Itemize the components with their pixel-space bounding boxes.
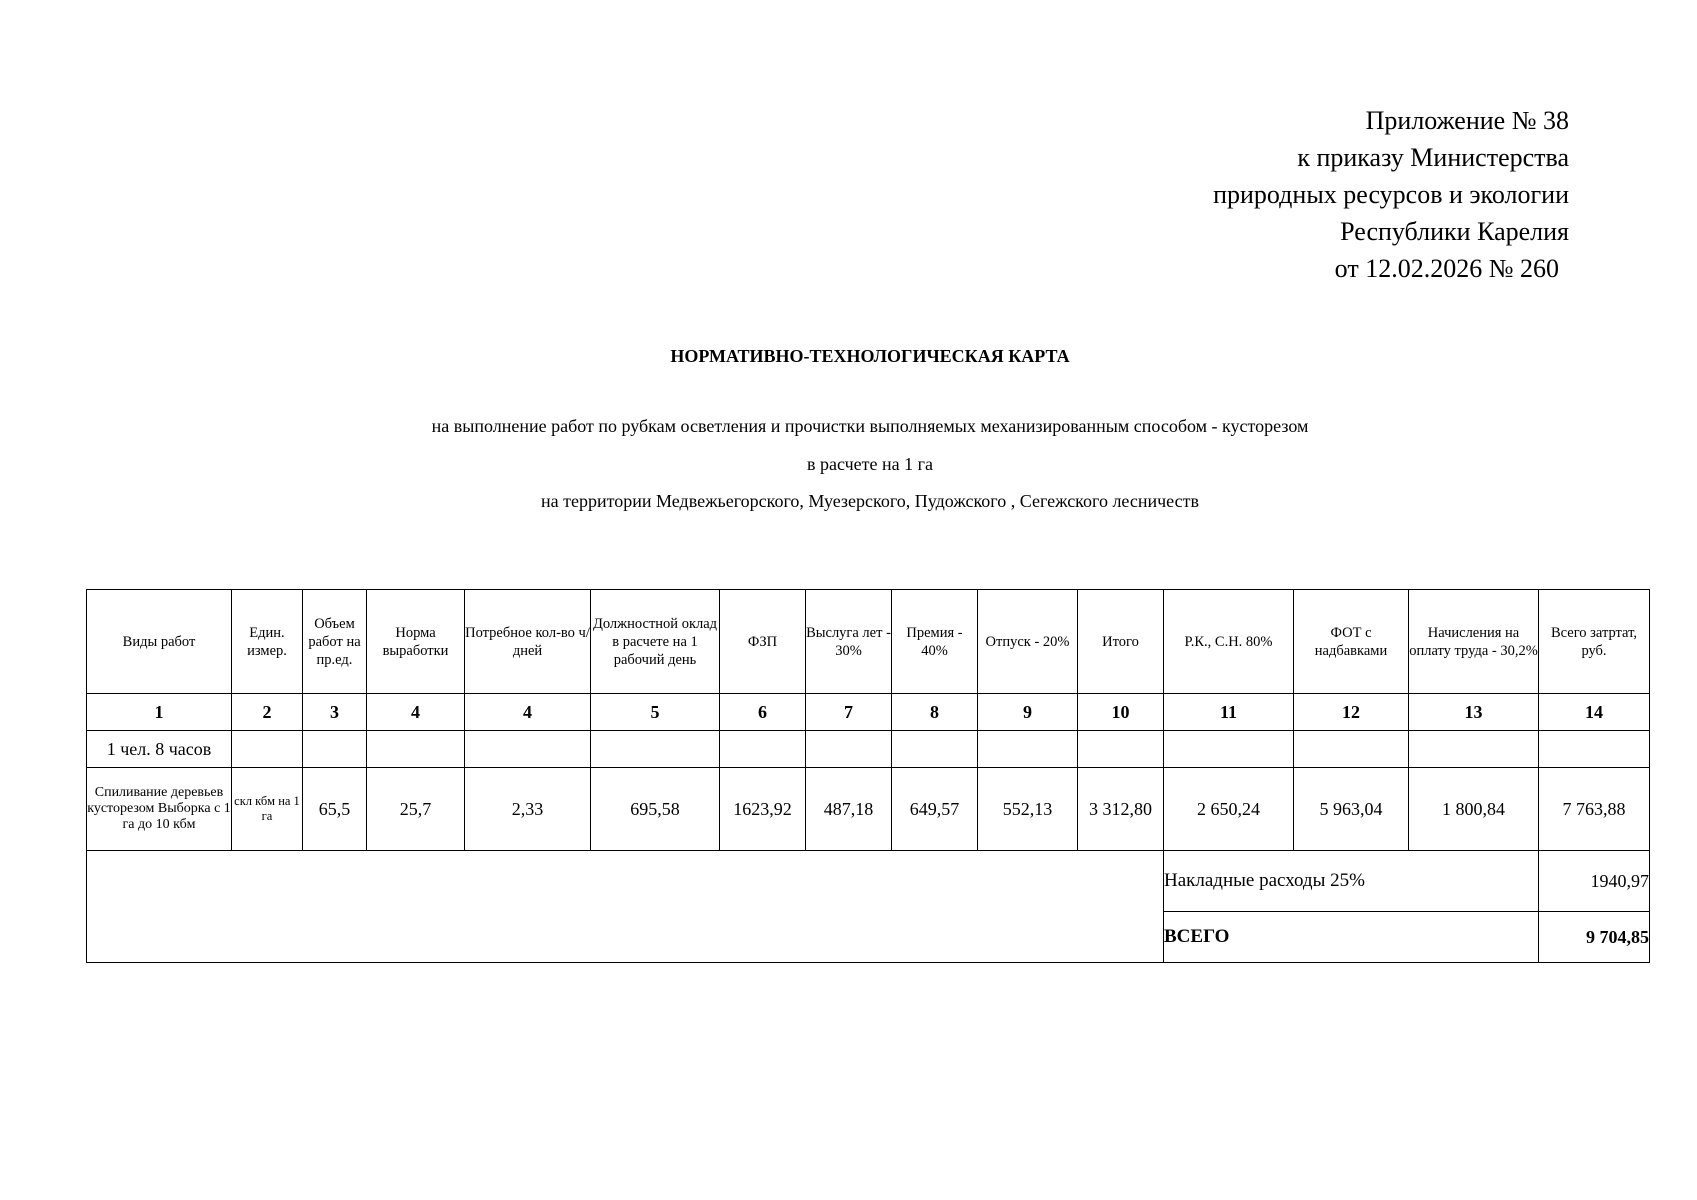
column-number: 14: [1539, 694, 1650, 731]
cost-table: [86, 589, 1650, 963]
volume-cell: 65,5: [303, 768, 367, 851]
payroll-cell: 5 963,04: [1294, 768, 1409, 851]
empty-cell: [978, 731, 1078, 768]
document-subtitle-unit: в расчете на 1 га: [806, 454, 933, 474]
bonus-cell: 649,57: [892, 768, 978, 851]
norm-cell: 25,7: [367, 768, 465, 851]
wage-fund-cell: 1623,92: [720, 768, 806, 851]
seniority-cell: 487,18: [806, 768, 892, 851]
header-cell: Норма выработки: [367, 590, 465, 694]
crew-label: 1 чел. 8 часов: [87, 731, 232, 768]
appendix-republic: Республики Карелия: [1340, 217, 1569, 246]
header-cell: Начисления на оплату труда - 30,2%: [1409, 590, 1539, 694]
overhead-label: Накладные расходы 25%: [1164, 851, 1539, 912]
empty-cell: [1164, 731, 1294, 768]
header-cell: Премия - 40%: [892, 590, 978, 694]
empty-cell: [1294, 731, 1409, 768]
empty-cell: [303, 731, 367, 768]
empty-cell: [367, 731, 465, 768]
column-number: 11: [1164, 694, 1294, 731]
empty-cell: [720, 731, 806, 768]
total-value: 9 704,85: [1539, 912, 1650, 963]
column-number: 10: [1078, 694, 1164, 731]
work-type-cell: Спиливание деревьев кусторезом Выборка с 1 га до 10 кбм: [87, 768, 232, 851]
column-number: 12: [1294, 694, 1409, 731]
empty-cell: [591, 731, 720, 768]
empty-cell: [1078, 731, 1164, 768]
column-number: 8: [892, 694, 978, 731]
appendix-header: [1213, 102, 1569, 287]
column-number-row: [87, 694, 1650, 731]
overhead-row: [87, 851, 1650, 912]
payroll-charges-cell: 1 800,84: [1409, 768, 1539, 851]
header-cell: Всего затртат, руб.: [1539, 590, 1650, 694]
document-subtitle-scope: на выполнение работ по рубкам осветления и прочистки выполняемых механизированным способом - кусторезом: [431, 416, 1309, 436]
document-title: НОРМАТИВНО-ТЕХНОЛОГИЧЕСКАЯ КАРТА: [670, 346, 1070, 366]
overhead-value: 1940,97: [1539, 851, 1650, 912]
vacation-cell: 552,13: [978, 768, 1078, 851]
header-cell: ФОТ с надбавками: [1294, 590, 1409, 694]
column-number: 9: [978, 694, 1078, 731]
appendix-ministry: природных ресурсов и экологии: [1213, 180, 1569, 209]
header-cell: Отпуск - 20%: [978, 590, 1078, 694]
header-cell: Един. измер.: [232, 590, 303, 694]
document-subtitle-territory: на территории Медвежьегорского, Муезерского, Пудожского , Сегежского лесничеств: [541, 491, 1199, 511]
appendix-order-ref: к приказу Министерства: [1297, 143, 1569, 172]
empty-cell: [232, 731, 303, 768]
column-number: 13: [1409, 694, 1539, 731]
column-number: 3: [303, 694, 367, 731]
header-cell: Должностной оклад в расчете на 1 рабочий день: [591, 590, 720, 694]
daily-salary-cell: 695,58: [591, 768, 720, 851]
man-days-cell: 2,33: [465, 768, 591, 851]
regional-coeff-cell: 2 650,24: [1164, 768, 1294, 851]
empty-cell: [892, 731, 978, 768]
column-number: 4: [367, 694, 465, 731]
table-header-row: [87, 590, 1650, 694]
appendix-number: Приложение № 38: [1365, 106, 1569, 135]
column-number: 2: [232, 694, 303, 731]
empty-cell: [465, 731, 591, 768]
header-cell: Р.К., С.Н. 80%: [1164, 590, 1294, 694]
unit-cell: скл кбм на 1 га: [232, 768, 303, 851]
header-cell: Объем работ на пр.ед.: [303, 590, 367, 694]
column-number: 1: [87, 694, 232, 731]
empty-merged-cell: [87, 851, 1164, 963]
header-cell: Итого: [1078, 590, 1164, 694]
subtotal-cell: 3 312,80: [1078, 768, 1164, 851]
table-row: [87, 768, 1650, 851]
total-cost-cell: 7 763,88: [1539, 768, 1650, 851]
column-number: 5: [591, 694, 720, 731]
header-cell: Виды работ: [87, 590, 232, 694]
header-cell: Выслуга лет - 30%: [806, 590, 892, 694]
column-number: 6: [720, 694, 806, 731]
appendix-date: от 12.02.2026 № 260: [1334, 254, 1559, 283]
column-number: 4: [465, 694, 591, 731]
header-cell: ФЗП: [720, 590, 806, 694]
crew-row: [87, 731, 1650, 768]
header-cell: Потребное кол-во ч/дней: [465, 590, 591, 694]
empty-cell: [1539, 731, 1650, 768]
column-number: 7: [806, 694, 892, 731]
empty-cell: [806, 731, 892, 768]
empty-cell: [1409, 731, 1539, 768]
total-label: ВСЕГО: [1164, 912, 1539, 963]
